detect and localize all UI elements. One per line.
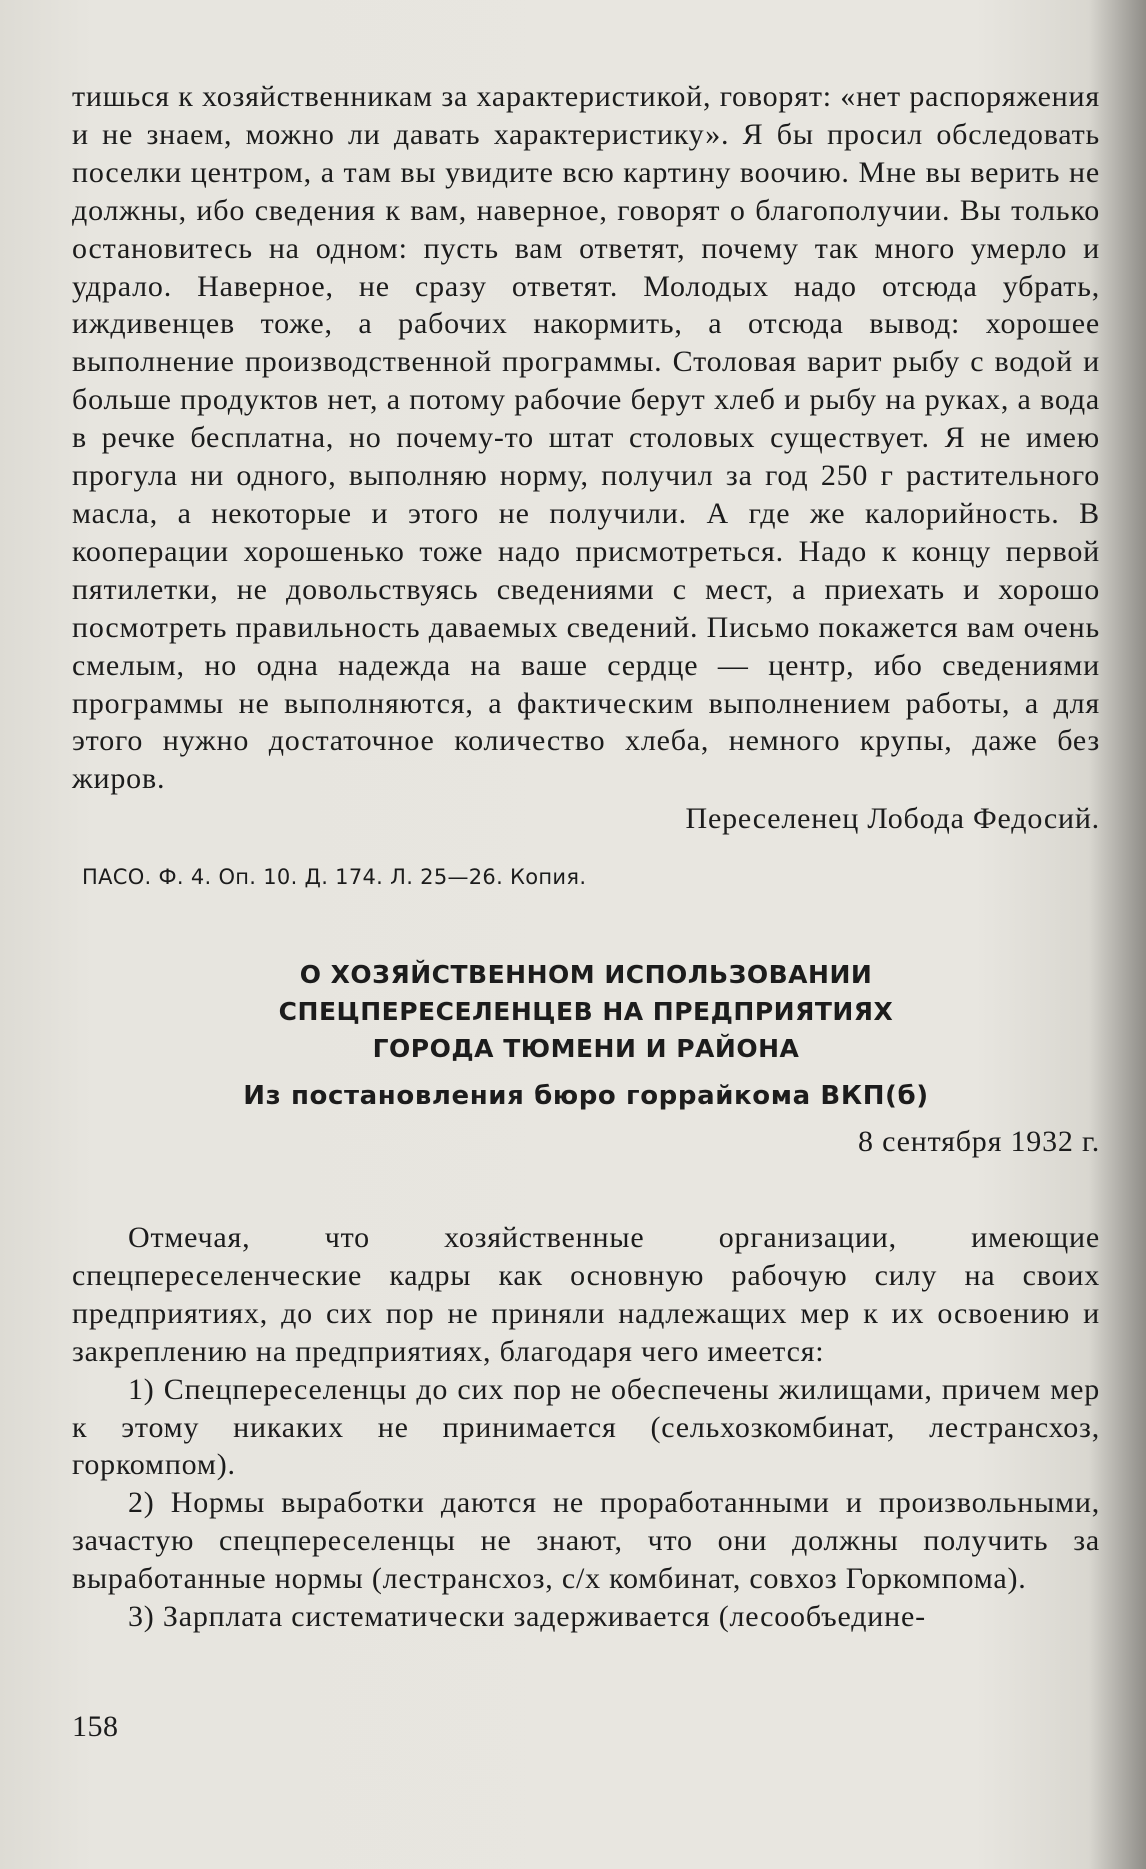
document-subtitle: Из постановления бюро горрайкома ВКП(б) — [243, 1081, 929, 1112]
page-text-block — [72, 78, 1100, 1636]
document-title-line: ГОРОДА ТЮМЕНИ И РАЙОНА — [372, 1034, 800, 1064]
archive-source-reference: ПАСО. Ф. 4. Оп. 10. Д. 174. Л. 25—26. Копия. — [82, 865, 587, 890]
resolution-point: 3) Зарплата систематически задерживается (лесообъедине- — [128, 1600, 926, 1634]
resolution-point: 2) Нормы выработки даются не проработанными и произвольными, зачастую спецпереселенцы не знают, что они должны получить за выработанные нормы (лестрансхоз, с/х комбинат, совхоз Горкомпома). — [72, 1486, 1100, 1596]
resolution-point: 1) Спецпереселенцы до сих пор не обеспечены жилищами, причем мер к этому никаких не принимается (сельхозкомбинат, лестрансхоз, горкомпом). — [72, 1372, 1100, 1482]
document-title — [72, 956, 1100, 1067]
page-number: 158 — [72, 1710, 119, 1743]
document-title-line: СПЕЦПЕРЕСЕЛЕНЦЕВ НА ПРЕДПРИЯТИЯХ — [278, 997, 894, 1027]
resolution-body — [72, 1219, 1100, 1636]
document-title-line: О ХОЗЯЙСТВЕННОМ ИСПОЛЬЗОВАНИИ — [299, 960, 873, 990]
resolution-intro-paragraph: Отмечая, что хозяйственные организации, имеющие спецпереселенческие кадры как основную рабочую силу на своих предприятиях, до сих пор не приняли надлежащих мер к их освоению и закреплению на предприятиях, благодаря чего имеется: — [72, 1221, 1100, 1368]
letter-continuation-paragraph: тишься к хозяйственникам за характеристикой, говорят: «нет распоряжения и не знаем, можно ли давать характеристику». Я бы просил обследовать поселки центром, а там вы увидите всю картину воочию. Мне вы верить не должны, ибо сведения к вам, наверное, говорят о благополучии. Вы только остановитесь на одном: пусть вам ответят, почему так много умерло и удрало. Наверное, не сразу ответят. Молодых надо отсюда убрать, иждивенцев тоже, а рабочих накормить, а отсюда вывод: хорошее выполнение производственной программы. Столовая варит рыбу с водой и больше продуктов нет, а потому рабочие берут хлеб и рыбу на руках, а вода в речке бесплатна, но почему-то штат столовых существует. Я не имею прогула ни одного, выполняю норму, получил за год 250 г растительного масла, а некоторые и этого не получили. А где же калорийность. В кооперации хорошенько тоже надо присмотреться. Надо к концу первой пятилетки, не довольствуясь сведениями с мест, а приехать и хорошо посмотреть правильность даваемых сведений. Письмо покажется вам очень смелым, но одна надежда на ваше сердце — центр, ибо сведениями программы не выполняются, а фактическим выполнением работы, а для этого нужно достаточное количество хлеба, немного крупы, даже без жиров. — [72, 80, 1100, 796]
document-date: 8 сентября 1932 г. — [858, 1125, 1100, 1159]
letter-signature: Переселенец Лобода Федосий. — [685, 802, 1100, 836]
